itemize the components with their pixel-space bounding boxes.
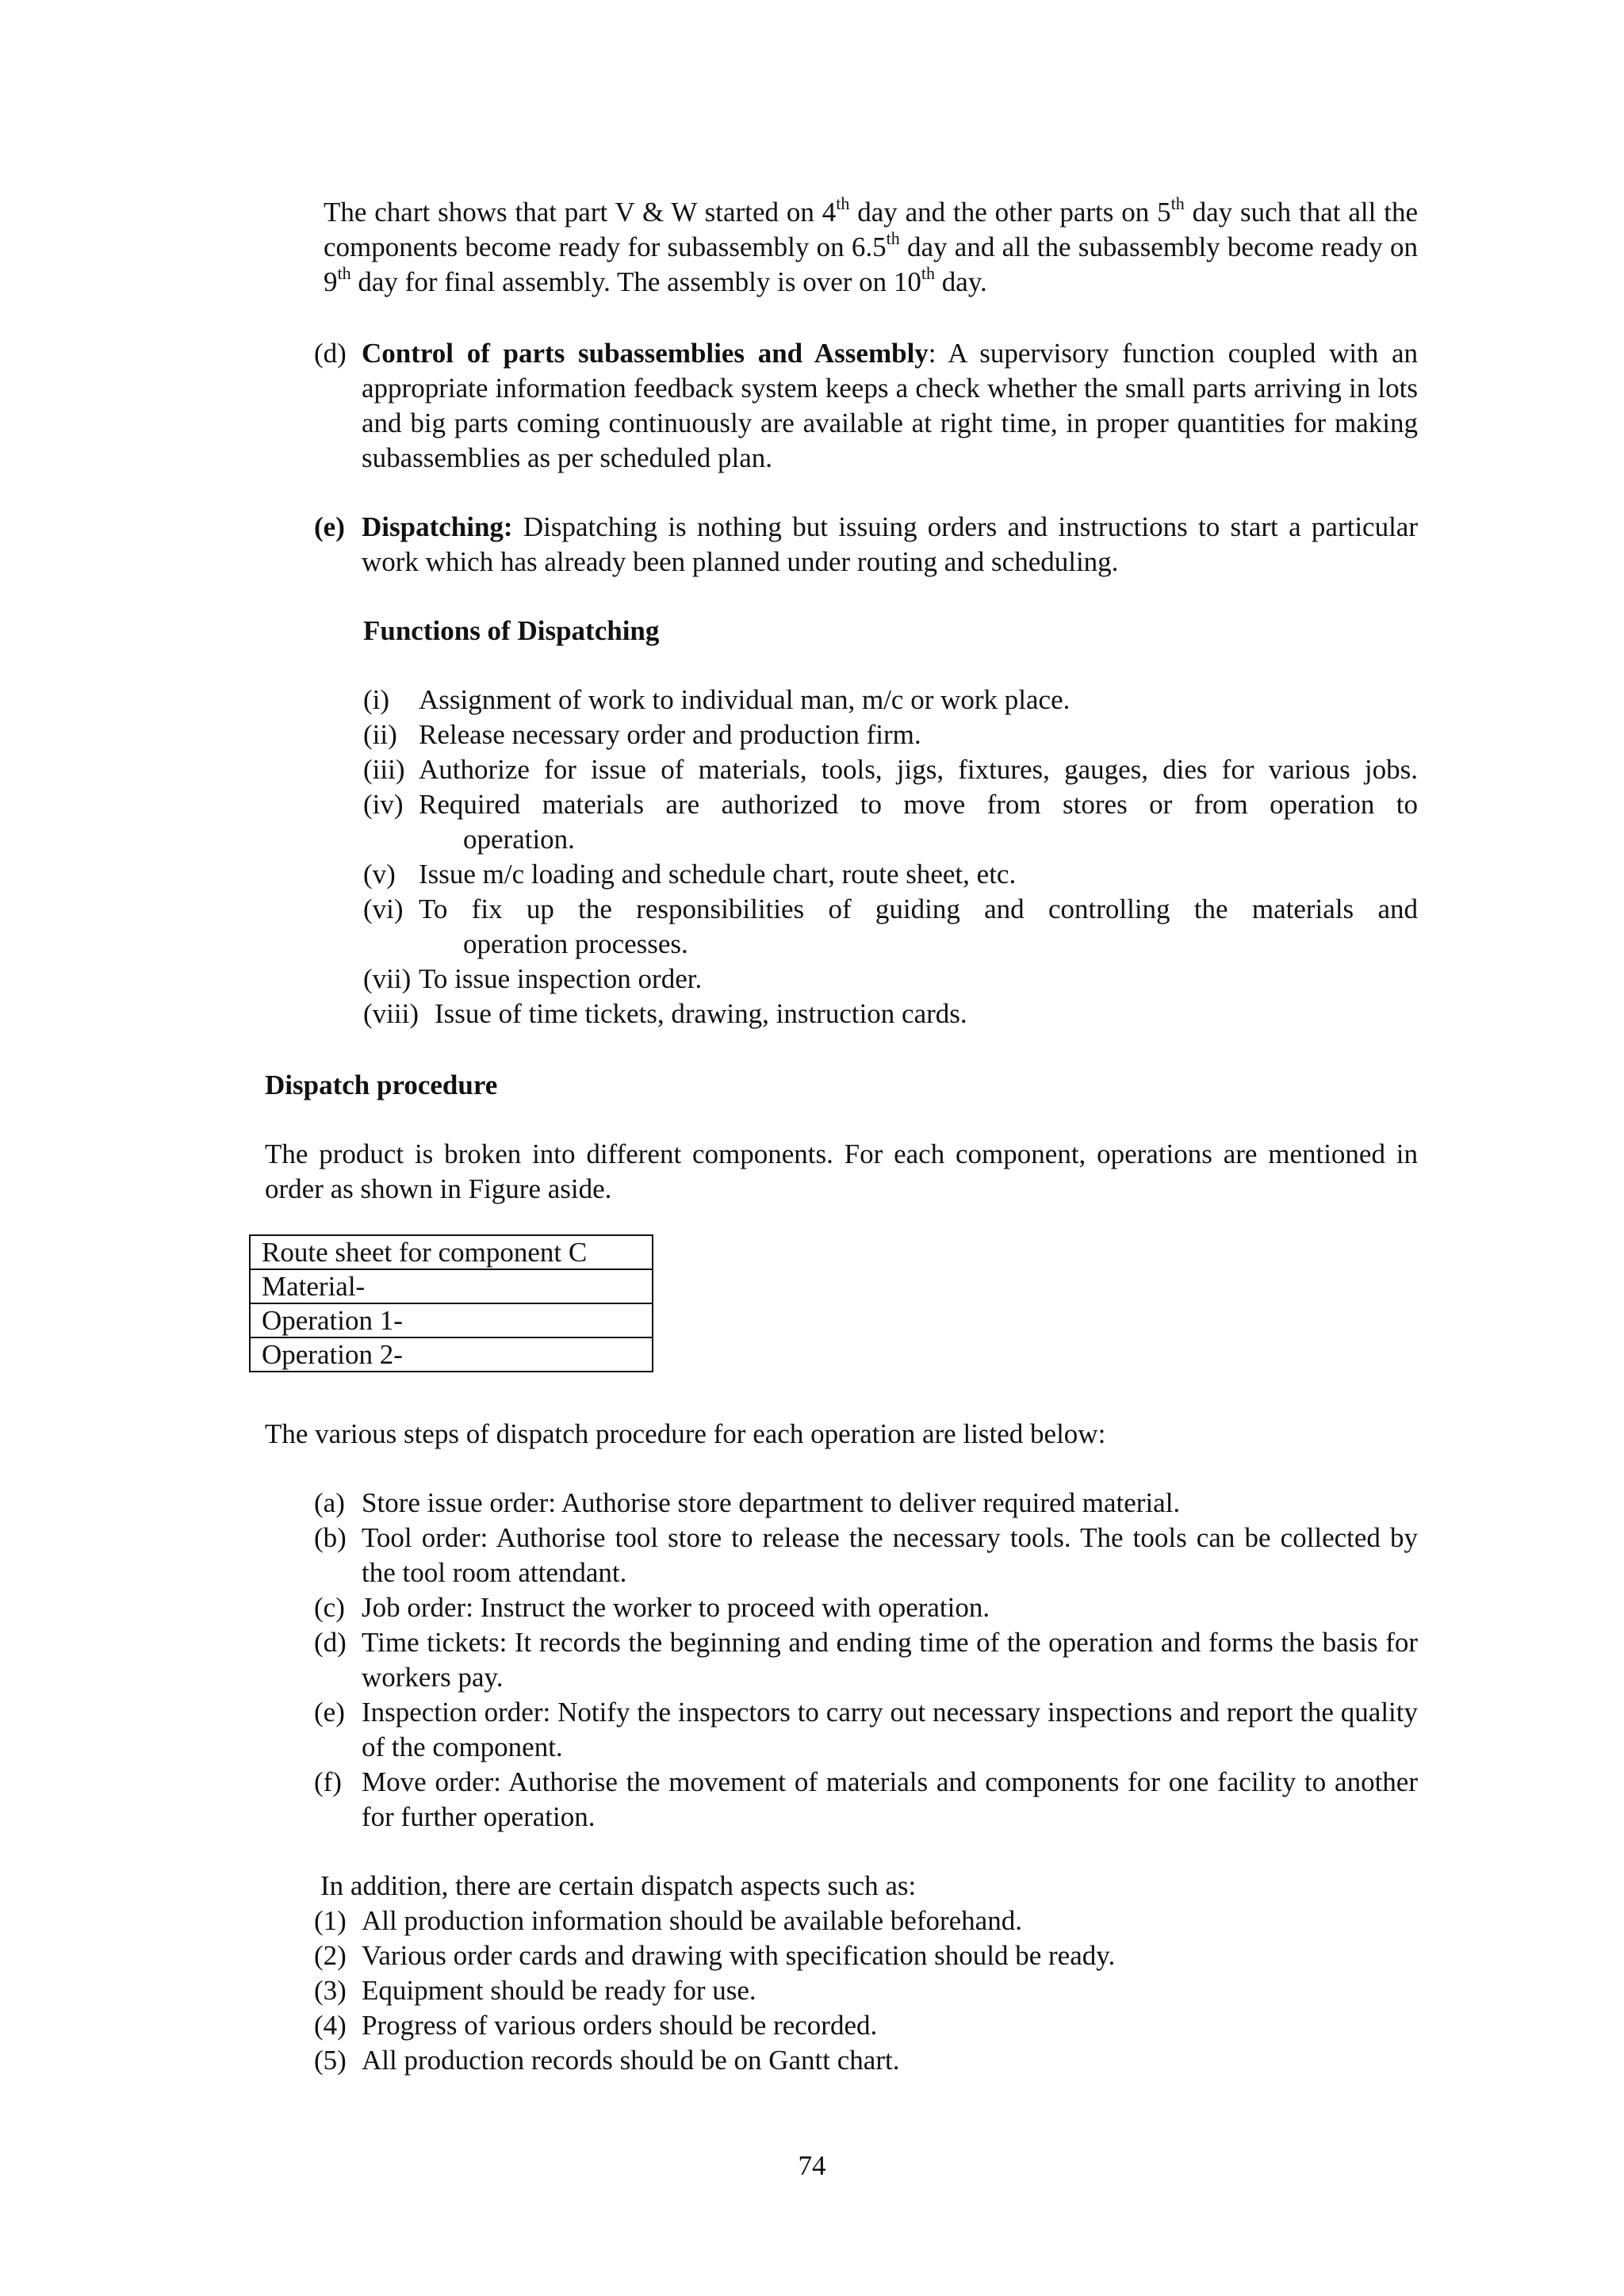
- intro-text-6: day.: [935, 266, 987, 297]
- list-item-label: (i): [363, 684, 390, 715]
- list-item: [314, 1904, 1418, 1938]
- list-item-text: Authorize for issue of materials, tools, jigs, fixtures, gauges, dies for various jobs.: [419, 754, 1418, 785]
- list-item-text: Tool order: Authorise tool store to release the necessary tools. The tools can be collected by the tool room attendant.: [362, 1522, 1418, 1588]
- list-item: [314, 1590, 1418, 1625]
- list-item: [314, 1625, 1418, 1695]
- list-item-label: (a): [314, 1487, 345, 1518]
- page-number: 74: [798, 2150, 826, 2181]
- list-item-label: (e): [314, 1697, 345, 1728]
- route-sheet-table: [249, 1234, 653, 1372]
- list-item-text: operation processes.: [463, 928, 688, 959]
- intro-text-5: day for final assembly. The assembly is over on 10: [350, 266, 921, 297]
- list-item-text: Release necessary order and production firm.: [419, 719, 921, 750]
- steps-intro: The various steps of dispatch procedure for each operation are listed below:: [265, 1418, 1106, 1449]
- list-item: [314, 1765, 1418, 1835]
- functions-heading: Functions of Dispatching: [363, 615, 660, 646]
- list-item-text: Assignment of work to individual man, m/c or work place.: [419, 684, 1071, 715]
- list-item-label: (viii): [363, 998, 419, 1029]
- list-item-text: Various order cards and drawing with specification should be ready.: [362, 1940, 1116, 1971]
- list-item-label: (5): [314, 2045, 347, 2076]
- list-item-text: Inspection order: Notify the inspectors to carry out necessary inspections and report the quality of the component.: [362, 1697, 1418, 1762]
- list-item-text: Store issue order: Authorise store department to deliver required material.: [362, 1487, 1181, 1518]
- section-e-title: Dispatching:: [362, 511, 513, 542]
- list-item: [314, 1486, 1418, 1521]
- table-row: [250, 1269, 653, 1303]
- list-item-text: Issue of time tickets, drawing, instruction cards.: [435, 998, 967, 1029]
- list-item-continuation: [463, 927, 1418, 962]
- list-item-label: (v): [363, 859, 396, 890]
- list-item: [314, 2043, 1418, 2078]
- list-item-text: Issue m/c loading and schedule chart, route sheet, etc.: [419, 859, 1017, 890]
- dispatch-procedure-heading: Dispatch procedure: [265, 1070, 498, 1100]
- list-item-text: Job order: Instruct the worker to proceed with operation.: [362, 1592, 990, 1623]
- list-item: [314, 2008, 1418, 2043]
- section-e-label: (e): [314, 511, 345, 542]
- list-item-label: (d): [314, 1627, 347, 1658]
- superscript: th: [886, 228, 900, 249]
- superscript: th: [836, 193, 850, 214]
- section-d-text: [362, 336, 1418, 476]
- superscript: th: [1170, 193, 1185, 214]
- table-cell: Route sheet for component C: [250, 1235, 653, 1269]
- intro-text-2: day and the other parts on 5: [849, 197, 1171, 228]
- list-item: [314, 1973, 1418, 2008]
- section-e-body: Dispatching is nothing but issuing orders and instructions to start a particular work which has already been planned under routing and scheduling.: [362, 511, 1418, 577]
- dispatch-procedure-intro: The product is broken into different components. For each component, operations are mentioned in order as shown in Figure aside.: [265, 1138, 1418, 1204]
- table-cell: Operation 2-: [250, 1337, 653, 1372]
- list-item-label: (iv): [363, 789, 404, 820]
- list-item-label: (1): [314, 1905, 347, 1936]
- section-d-title: Control of parts subassemblies and Assembly: [362, 338, 929, 369]
- intro-text-1: The chart shows that part V & W started on 4: [324, 197, 837, 228]
- table-row: [250, 1337, 653, 1372]
- table-cell: Operation 1-: [250, 1303, 653, 1337]
- list-item-text: operation.: [463, 824, 575, 855]
- list-item-text: Move order: Authorise the movement of materials and components for one facility to another for further operation.: [362, 1766, 1418, 1832]
- list-item-label: (f): [314, 1766, 342, 1797]
- list-item: [314, 1695, 1418, 1765]
- list-item-label: (c): [314, 1592, 345, 1623]
- list-item-text: All production records should be on Gantt chart.: [362, 2045, 900, 2076]
- list-item-label: (2): [314, 1940, 347, 1971]
- list-item-text: To issue inspection order.: [419, 963, 703, 994]
- list-item: [363, 683, 1418, 718]
- list-item: [363, 787, 1418, 822]
- list-item-text: All production information should be available beforehand.: [362, 1905, 1022, 1936]
- list-item-label: (vi): [363, 894, 404, 924]
- list-item: [363, 892, 1418, 927]
- list-item-text: Equipment should be ready for use.: [362, 1975, 756, 2006]
- list-item-text: To fix up the responsibilities of guiding and controlling the materials and: [419, 894, 1418, 924]
- section-e-text: [362, 510, 1418, 580]
- intro-text-4: day and all the subassembly become ready on 9: [324, 232, 1418, 297]
- section-e: [314, 510, 1418, 580]
- intro-paragraph: [324, 195, 1418, 300]
- list-item-text: Required materials are authorized to move from stores or from operation to: [419, 789, 1418, 820]
- list-item: [314, 1521, 1418, 1590]
- section-d-label: (d): [314, 338, 347, 369]
- list-item-label: (4): [314, 2010, 347, 2041]
- aspects-intro: In addition, there are certain dispatch aspects such as:: [320, 1870, 917, 1901]
- list-item-label: (iii): [363, 754, 405, 785]
- list-item: [363, 752, 1418, 787]
- list-item: [363, 997, 1418, 1031]
- list-item: [363, 962, 1418, 997]
- section-d: [314, 336, 1418, 476]
- table-cell: Material-: [250, 1269, 653, 1303]
- intro-text-3: day such that all the components become ready for subassembly on 6.5: [324, 197, 1418, 262]
- list-item-continuation: [463, 822, 1418, 857]
- list-item: [314, 1938, 1418, 1973]
- list-item-text: Time tickets: It records the beginning and ending time of the operation and forms the basis for workers pay.: [362, 1627, 1418, 1693]
- section-d-body: : A supervisory function coupled with an appropriate information feedback system keeps a check whether the small parts arriving in lots and big parts coming continuously are available at right time, in proper quantities for making subassemblies as per scheduled plan.: [362, 338, 1419, 473]
- list-item-label: (ii): [363, 719, 397, 750]
- list-item: [363, 718, 1418, 752]
- list-item: [363, 857, 1418, 892]
- table-row: [250, 1235, 653, 1269]
- list-item-label: (b): [314, 1522, 347, 1553]
- superscript: th: [337, 263, 351, 284]
- list-item-text: Progress of various orders should be recorded.: [362, 2010, 878, 2041]
- list-item-label: (vii): [363, 963, 412, 994]
- superscript: th: [921, 263, 936, 284]
- list-item-label: (3): [314, 1975, 347, 2006]
- table-row: [250, 1303, 653, 1337]
